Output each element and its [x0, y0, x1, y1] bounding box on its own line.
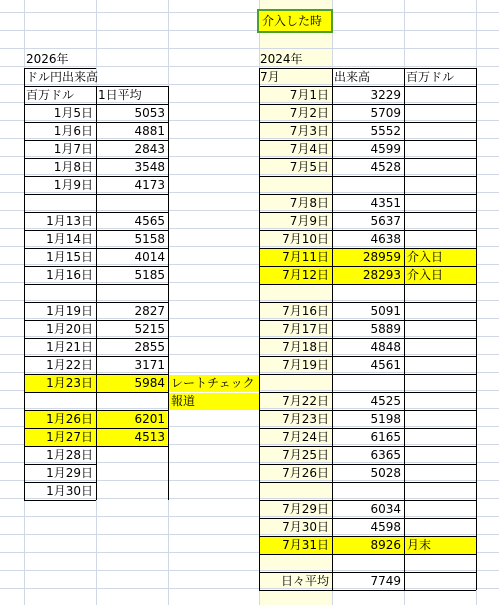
value-cell[interactable]: 5984 [134, 376, 165, 390]
value-cell[interactable]: 4881 [134, 124, 165, 138]
date-cell[interactable]: 7月3日 [289, 124, 329, 138]
value-cell[interactable]: 7749 [370, 574, 401, 588]
value-cell[interactable]: 2827 [134, 304, 165, 318]
value-cell[interactable]: 4848 [370, 340, 401, 354]
date-cell[interactable]: 1月9日 [53, 178, 93, 192]
value-cell[interactable] [96, 284, 168, 302]
date-cell[interactable]: 1月30日 [46, 484, 93, 498]
date-cell[interactable]: 1月15日 [46, 250, 93, 264]
value-cell[interactable]: 5709 [370, 106, 401, 120]
note-cell[interactable]: 報道 [171, 394, 196, 408]
value-cell[interactable] [96, 194, 168, 212]
date-cell[interactable]: 7月8日 [289, 196, 329, 210]
date-cell[interactable]: 1月19日 [46, 304, 93, 318]
value-cell[interactable]: 5198 [370, 412, 401, 426]
col-header-volume[interactable]: 出来高 [334, 70, 371, 84]
date-cell[interactable]: 1月23日 [46, 376, 93, 390]
date-cell[interactable]: 7月10日 [282, 232, 329, 246]
cell-border [24, 500, 96, 501]
date-cell[interactable]: 1月5日 [53, 106, 93, 120]
year-2026-label[interactable]: 2026年 [26, 52, 69, 66]
value-cell[interactable] [332, 176, 404, 194]
date-cell[interactable]: 7月31日 [282, 538, 329, 552]
value-cell[interactable]: 5158 [134, 232, 165, 246]
value-cell[interactable] [332, 554, 404, 572]
note-cell[interactable]: レートチェック [171, 376, 255, 390]
value-cell[interactable]: 4565 [134, 214, 165, 228]
gridline-horizontal [0, 588, 499, 589]
month-2024-label[interactable]: 7月 [260, 70, 280, 84]
value-cell[interactable]: 6034 [370, 502, 401, 516]
value-cell[interactable]: 28293 [362, 268, 401, 282]
date-cell[interactable]: 1月7日 [53, 142, 93, 156]
value-cell[interactable]: 4598 [370, 520, 401, 534]
date-cell[interactable]: 7月18日 [282, 340, 329, 354]
date-cell[interactable]: 1月21日 [46, 340, 93, 354]
date-cell[interactable]: 7月5日 [289, 160, 329, 174]
value-cell[interactable]: 4014 [134, 250, 165, 264]
value-cell[interactable]: 4351 [370, 196, 401, 210]
value-cell[interactable]: 4513 [134, 430, 165, 444]
date-cell[interactable]: 7月29日 [282, 502, 329, 516]
date-cell[interactable]: 日々平均 [280, 574, 329, 588]
value-cell[interactable]: 4599 [370, 142, 401, 156]
title-2026-label[interactable]: ドル円出来高 [26, 70, 99, 84]
value-cell[interactable]: 3229 [370, 88, 401, 102]
date-cell[interactable]: 1月26日 [46, 412, 93, 426]
date-cell[interactable]: 7月16日 [282, 304, 329, 318]
value-cell[interactable]: 4528 [370, 160, 401, 174]
value-cell[interactable] [96, 392, 168, 410]
date-cell[interactable] [259, 176, 332, 194]
note-cell[interactable]: 月末 [407, 538, 432, 552]
value-cell[interactable]: 5215 [134, 322, 165, 336]
value-cell[interactable]: 8926 [370, 538, 401, 552]
gridline-horizontal [0, 12, 499, 13]
value-cell[interactable]: 5028 [370, 466, 401, 480]
date-cell[interactable]: 1月28日 [46, 448, 93, 462]
date-cell[interactable]: 1月16日 [46, 268, 93, 282]
top-label[interactable]: 介入した時 [262, 14, 323, 28]
value-cell[interactable]: 6201 [134, 412, 165, 426]
date-cell[interactable]: 1月13日 [46, 214, 93, 228]
cell-border [259, 590, 476, 591]
date-cell[interactable] [259, 284, 332, 302]
date-cell[interactable]: 1月20日 [46, 322, 93, 336]
date-cell[interactable]: 7月17日 [282, 322, 329, 336]
col-header-2026[interactable]: 1日平均 [98, 88, 142, 102]
date-cell[interactable] [259, 554, 332, 572]
date-cell[interactable] [24, 392, 96, 410]
value-cell[interactable] [96, 482, 168, 500]
value-cell[interactable]: 2855 [134, 340, 165, 354]
date-cell[interactable]: 7月25日 [282, 448, 329, 462]
date-cell[interactable]: 7月9日 [289, 214, 329, 228]
date-cell[interactable]: 1月6日 [53, 124, 93, 138]
date-cell[interactable] [24, 194, 96, 212]
date-cell[interactable]: 7月26日 [282, 466, 329, 480]
value-cell[interactable]: 2843 [134, 142, 165, 156]
date-cell[interactable]: 1月8日 [53, 160, 93, 174]
date-cell[interactable]: 7月24日 [282, 430, 329, 444]
value-cell[interactable]: 6365 [370, 448, 401, 462]
value-cell[interactable]: 5185 [134, 268, 165, 282]
value-cell[interactable]: 5053 [134, 106, 165, 120]
cell-border [476, 68, 477, 590]
value-cell[interactable]: 4638 [370, 232, 401, 246]
value-cell[interactable]: 4173 [134, 178, 165, 192]
date-cell[interactable]: 7月19日 [282, 358, 329, 372]
cell-border [404, 68, 405, 590]
gridline-horizontal [0, 516, 499, 517]
value-cell[interactable]: 5637 [370, 214, 401, 228]
value-cell[interactable] [332, 284, 404, 302]
gridline-horizontal [0, 48, 499, 49]
cell-border [168, 86, 169, 500]
value-cell[interactable]: 28959 [362, 250, 401, 264]
date-cell[interactable]: 7月11日 [282, 250, 329, 264]
date-cell[interactable] [259, 482, 332, 500]
gridline-horizontal [0, 534, 499, 535]
date-cell[interactable]: 7月2日 [289, 106, 329, 120]
date-cell[interactable]: 1月14日 [46, 232, 93, 246]
gridline-horizontal [0, 570, 499, 571]
value-cell[interactable] [96, 464, 168, 482]
year-2024-label[interactable]: 2024年 [260, 52, 303, 66]
gridline-horizontal [0, 30, 499, 31]
date-cell[interactable]: 7月23日 [282, 412, 329, 426]
note-cell[interactable]: 介入日 [407, 250, 444, 264]
date-cell[interactable]: 7月12日 [282, 268, 329, 282]
value-cell[interactable] [332, 482, 404, 500]
date-cell[interactable]: 7月22日 [282, 394, 329, 408]
date-cell[interactable]: 7月30日 [282, 520, 329, 534]
value-cell[interactable]: 5091 [370, 304, 401, 318]
value-cell[interactable]: 3548 [134, 160, 165, 174]
value-cell[interactable]: 4525 [370, 394, 401, 408]
date-cell[interactable] [24, 284, 96, 302]
value-cell[interactable] [96, 446, 168, 464]
value-cell[interactable]: 6165 [370, 430, 401, 444]
date-cell[interactable]: 1月22日 [46, 358, 93, 372]
value-cell[interactable]: 5889 [370, 322, 401, 336]
date-cell[interactable]: 7月4日 [289, 142, 329, 156]
date-cell[interactable] [259, 374, 332, 392]
date-cell[interactable]: 1月29日 [46, 466, 93, 480]
value-cell[interactable]: 5552 [370, 124, 401, 138]
unit-2026-label[interactable]: 百万ドル [26, 88, 75, 102]
date-cell[interactable]: 1月27日 [46, 430, 93, 444]
date-cell[interactable]: 7月1日 [289, 88, 329, 102]
value-cell[interactable] [332, 374, 404, 392]
note-cell[interactable]: 介入日 [407, 268, 444, 282]
value-cell[interactable]: 3171 [134, 358, 165, 372]
value-cell[interactable]: 4561 [370, 358, 401, 372]
gridline-horizontal [0, 66, 499, 67]
col-header-unit[interactable]: 百万ドル [406, 70, 455, 84]
